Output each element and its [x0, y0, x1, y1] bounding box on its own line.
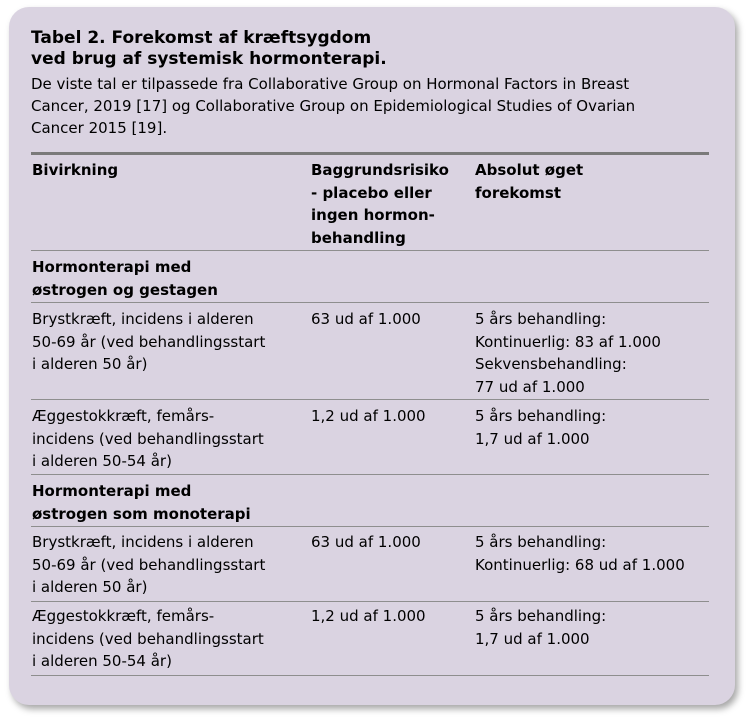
table-row-1-increase: 5 års behandling: Kontinuerlig: 83 af 1.000 Sekvensbehandling: 77 ud af 1.000 [475, 310, 661, 396]
table-subtitle: De viste tal er tilpassede fra Collaborative Group on Hormonal Factors in Breast Cancer, 2019 [17] og Collaborative Group on Epidemiological Studies of Ovarian Cancer 2015 [19]. [31, 75, 636, 137]
row-divider [31, 302, 709, 303]
header-top-rule [31, 152, 709, 155]
header-bivirkning: Bivirkning [32, 161, 119, 179]
table-row-2-effect: Æggestokkræft, femårs- incidens (ved behandlingsstart i alderen 50-54 år) [32, 407, 264, 470]
table-row-1-baseline: 63 ud af 1.000 [311, 310, 421, 328]
section-heading-oestrogen-gestagen: Hormonterapi med østrogen og gestagen [32, 258, 218, 299]
row-divider [31, 250, 709, 251]
header-baggrundsrisiko: Baggrundsrisiko - placebo eller ingen hormon- behandling [311, 161, 449, 247]
row-divider [31, 399, 709, 400]
table-title-line-1: Tabel 2. Forekomst af kræftsygdom [31, 28, 372, 48]
section-heading-oestrogen-monoterapi: Hormonterapi med østrogen som monoterapi [32, 482, 251, 523]
table-row-2-increase: 5 års behandling: 1,7 ud af 1.000 [475, 407, 607, 448]
table-row-4-increase: 5 års behandling: 1,7 ud af 1.000 [475, 607, 607, 648]
table-title-line-2: ved brug af systemisk hormonterapi. [31, 49, 387, 69]
table-row-1-effect: Brystkræft, incidens i alderen 50-69 år (ved behandlingsstart i alderen 50 år) [32, 310, 266, 373]
row-divider [31, 474, 709, 475]
table-row-3-baseline: 63 ud af 1.000 [311, 533, 421, 551]
table-row-2-baseline: 1,2 ud af 1.000 [311, 407, 426, 425]
row-divider [31, 526, 709, 527]
table-row-3-increase: 5 års behandling: Kontinuerlig: 68 ud af 1.000 [475, 533, 685, 574]
table-title [31, 28, 387, 70]
header-absolut-oeget-forekomst: Absolut øget forekomst [475, 161, 584, 202]
table-row-4-baseline: 1,2 ud af 1.000 [311, 607, 426, 625]
table-bottom-rule [31, 675, 709, 676]
table-row-4-effect: Æggestokkræft, femårs- incidens (ved behandlingsstart i alderen 50-54 år) [32, 607, 264, 670]
row-divider [31, 601, 709, 602]
table-row-3-effect: Brystkræft, incidens i alderen 50-69 år (ved behandlingsstart i alderen 50 år) [32, 533, 266, 596]
